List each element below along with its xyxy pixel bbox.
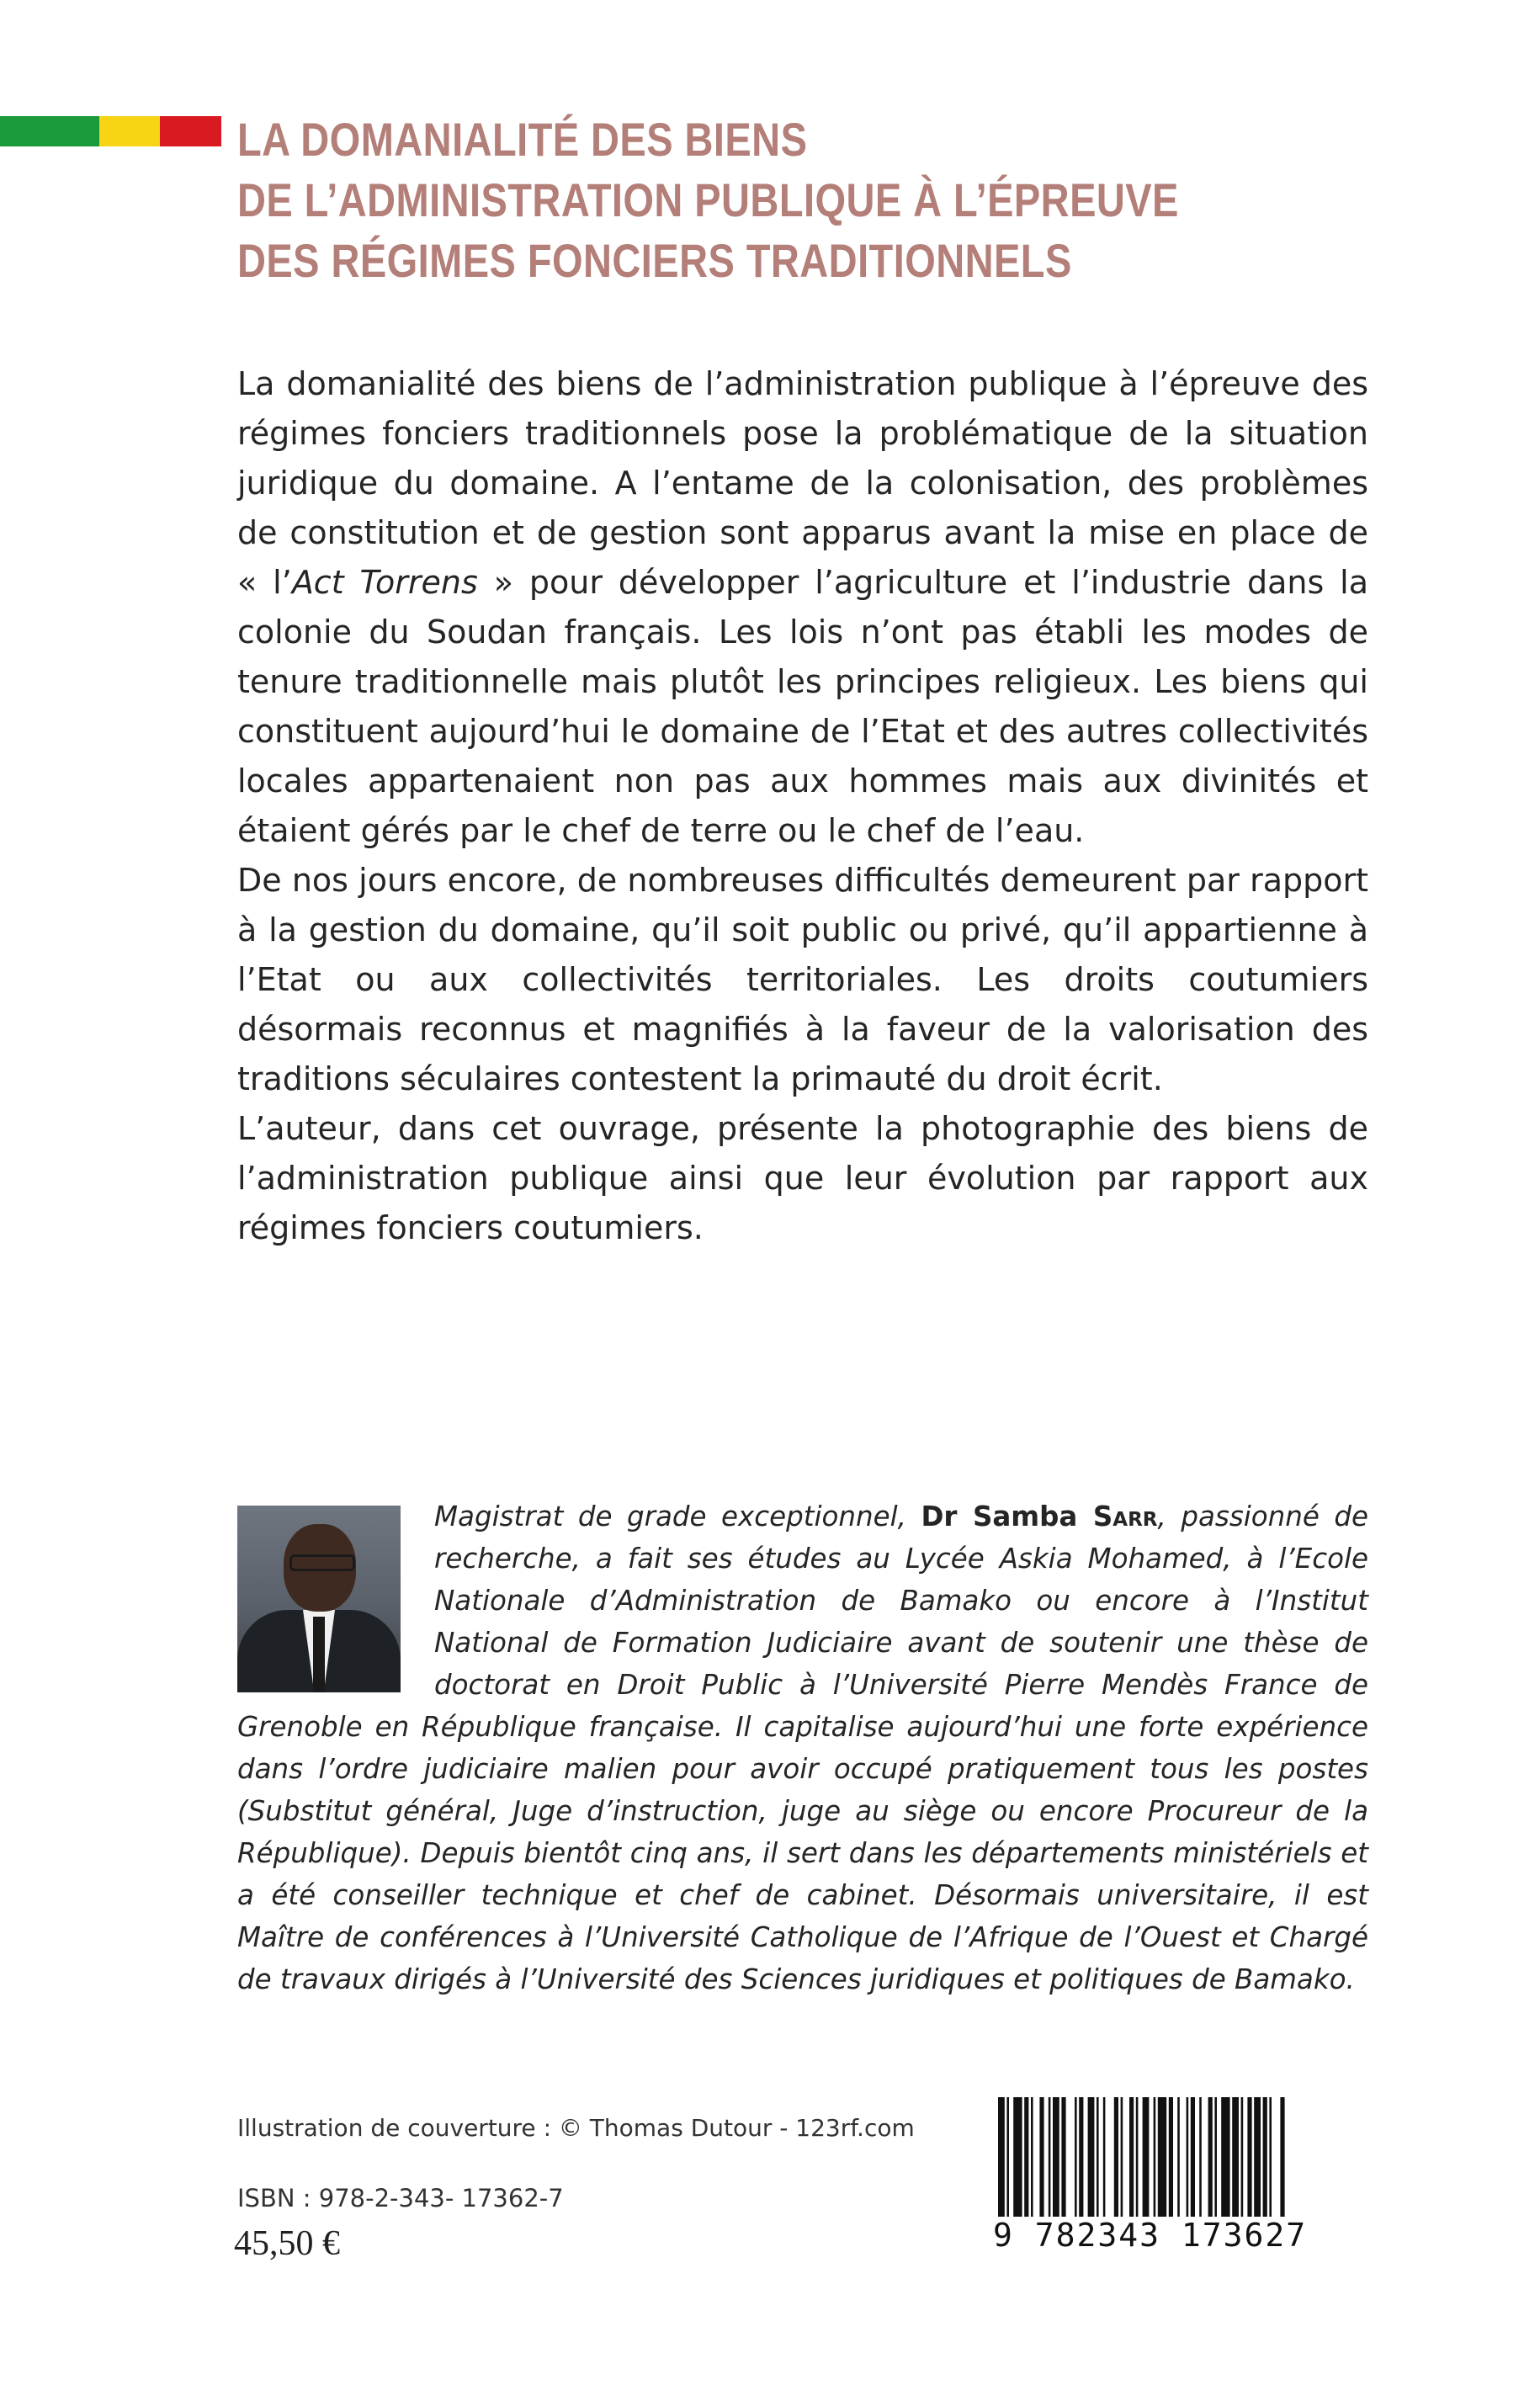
summary-paragraph-1 — [237, 359, 1368, 856]
isbn: ISBN : 978-2-343- 17362-7 — [237, 2184, 564, 2212]
summary-text — [237, 359, 1368, 1253]
price: 45,50 € — [234, 2224, 340, 2263]
title-line-2: DE L’ADMINISTRATION PUBLIQUE À L’ÉPREUVE — [237, 173, 1179, 226]
author-last-name: Sarr — [1092, 1501, 1158, 1532]
barcode — [993, 2097, 1321, 2291]
flag-stripe — [0, 116, 221, 146]
author-bio-intro: Magistrat de grade exceptionnel, — [434, 1501, 921, 1532]
author-first-name: Dr Samba — [921, 1501, 1093, 1532]
barcode-digits: 9 782343 173627 — [993, 2217, 1321, 2254]
summary-p1-start: La domanialité des biens de l’administration publique à l’épreuve des régimes fonciers traditionnels pose la problématique de la situation juridique du domaine. A l’entame de la colonisation, des problèmes de constitution et de gestion sont apparus avant la mise en place de « l’ — [237, 365, 1368, 601]
title-line-1: LA DOMANIALITÉ DES BIENS — [237, 113, 808, 166]
act-torrens-term: Act Torrens — [291, 564, 478, 601]
barcode-bars — [993, 2097, 1321, 2223]
book-title — [237, 109, 1483, 291]
summary-p1-end: » pour développer l’agriculture et l’industrie dans la colonie du Soudan français. Les lois n’ont pas établi les modes de tenure traditionnelle mais plutôt les principes religieux. Les biens qui constituent aujourd’hui le domaine de l’Etat et des autres collectivités locales appartenaient non pas aux hommes mais aux divinités et étaient gérés par le chef de terre ou le chef de l’eau. — [237, 564, 1369, 849]
cover-credit: Illustration de couverture : © Thomas Dutour - 123rf.com — [237, 2114, 915, 2142]
author-photo — [237, 1506, 401, 1692]
summary-paragraph-3: L’auteur, dans cet ouvrage, présente la photographie des biens de l’administration publique ainsi que leur évolution par rapport aux régimes fonciers coutumiers. — [237, 1110, 1368, 1246]
title-line-3: DES RÉGIMES FONCIERS TRADITIONNELS — [237, 234, 1072, 287]
author-bio — [237, 1495, 1368, 2000]
author-name — [921, 1501, 1157, 1532]
flag-red-band — [160, 116, 221, 146]
flag-yellow-band — [99, 116, 160, 146]
flag-green-band — [0, 116, 99, 146]
summary-paragraph-2: De nos jours encore, de nombreuses difficultés demeurent par rapport à la gestion du domaine, qu’il soit public ou privé, qu’il appartienne à l’Etat ou aux collectivités territoriales. Les droits coutumiers désormais reconnus et magnifiés à la faveur de la valorisation des traditions séculaires contestent la primauté du droit écrit. — [237, 862, 1368, 1097]
author-bio-text: , passionné de recherche, a fait ses études au Lycée Askia Mohamed, à l’Ecole Nationale d’Administration de Bamako ou encore à l’Institut National de Formation Judiciaire avant de soutenir une thèse de doctorat en Droit Public à l’Université Pierre Mendès France de Grenoble en République française. Il capitalise aujourd’hui une forte expérience dans l’ordre judiciaire malien pour avoir occupé pratiquement tous les postes (Substitut général, Juge d’instruction, juge au siège ou encore Procureur de la République). Depuis bientôt cinq ans, il sert dans les départements ministériels et a été conseiller technique et chef de cabinet. Désormais universitaire, il est Maître de conférences à l’Université Catholique de l’Afrique de l’Ouest et Chargé de travaux dirigés à l’Université des Sciences juridiques et politiques de Bamako. — [237, 1501, 1368, 1995]
